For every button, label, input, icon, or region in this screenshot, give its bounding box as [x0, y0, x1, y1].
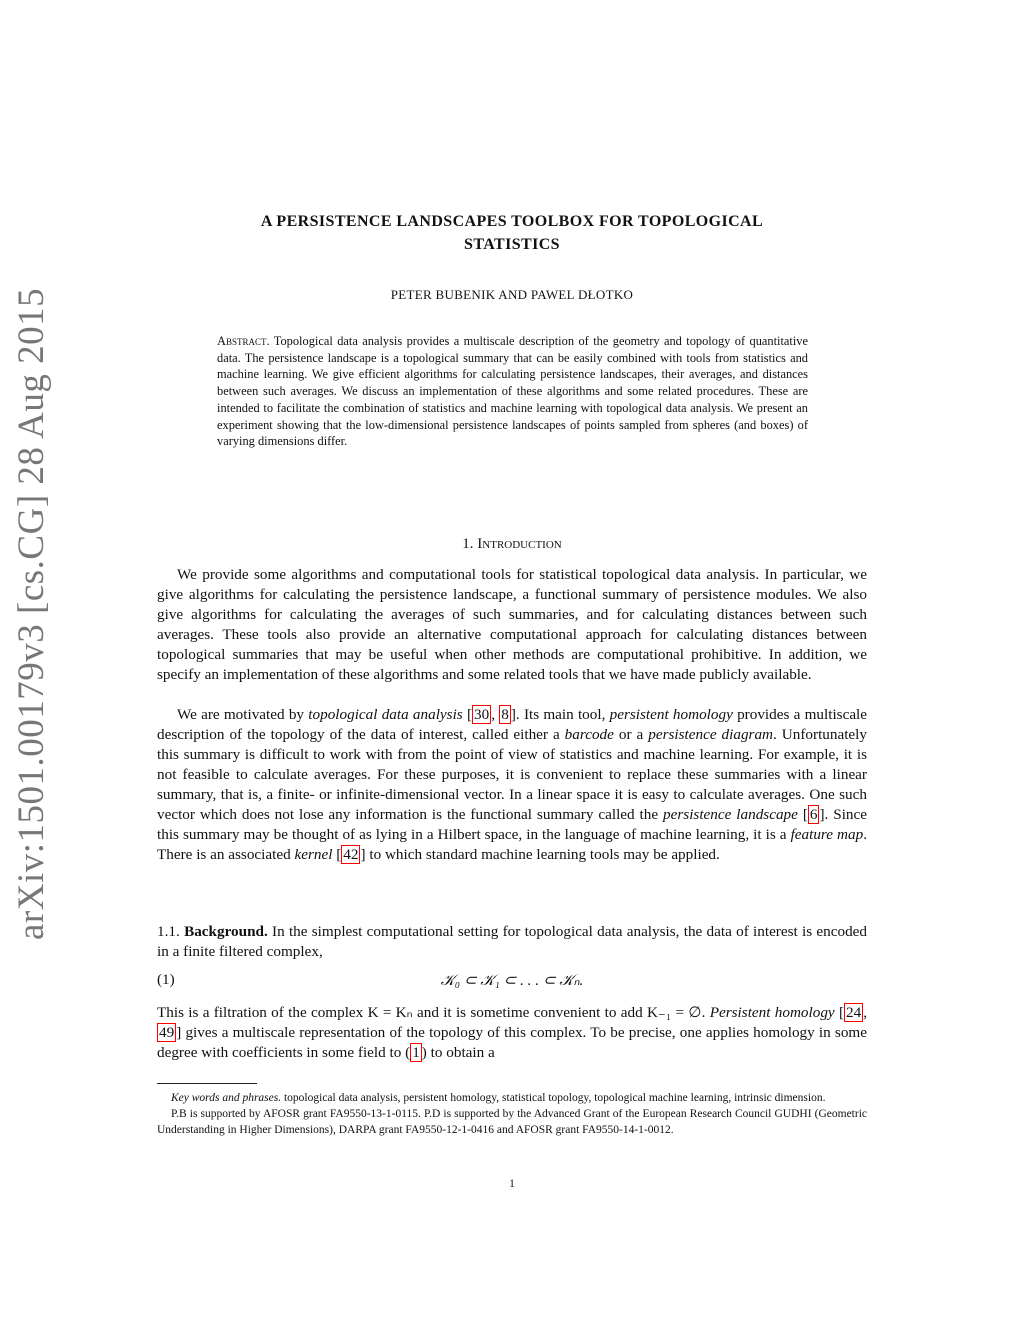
paragraph-text	[157, 922, 867, 962]
page-number: 1	[509, 1178, 515, 1190]
background-paragraph	[157, 922, 867, 962]
footnotes	[157, 1090, 867, 1138]
citation-link[interactable]: 24	[846, 1004, 862, 1021]
emphasis: barcode	[564, 726, 614, 743]
equation-ref-link[interactable]: 1	[412, 1044, 420, 1061]
emphasis: topological data analysis	[308, 706, 463, 723]
emphasis: kernel	[294, 846, 333, 863]
citation-link[interactable]: 8	[501, 706, 509, 723]
authors: PETER BUBENIK AND PAWEL DŁOTKO	[390, 287, 634, 302]
paragraph-text: This is a filtration of the complex K = Kₙ and it is sometime convenient to add K₋₁ = ∅. Persistent homology [ 24 , 49 ] gives a multiscale representation of the topology of this complex. To be precise, one applies homology in some degree with coefficients in some field to ( 1 ) to obtain a	[157, 1004, 867, 1061]
abstract-label: Abstract.	[217, 334, 270, 348]
equation-label: (1)	[157, 971, 175, 988]
text-run: In the simplest computational setting for topological data analysis, the data of interest is encoded in a finite filtered complex,	[157, 923, 867, 960]
text-run: . Its main tool,	[515, 706, 610, 723]
text-run: to obtain a	[426, 1044, 495, 1061]
subsection-number: 1.1.	[157, 923, 180, 940]
subsection-heading: Background.	[184, 923, 268, 940]
emphasis: Persistent homology	[709, 1004, 835, 1021]
citation-link[interactable]: 42	[343, 846, 359, 863]
support-footnote: P.B is supported by AFOSR grant FA9550-13-1-0115. P.D is supported by the Advanced Grant of the European Research Council GUDHI (Geometric Understanding in Higher Dimensions), DARPA grant FA9550-12-1-0416 and AFOSR grant FA9550-14-1-0012.	[157, 1108, 867, 1136]
citation-link[interactable]: 49	[159, 1024, 175, 1041]
text-run: to which standard machine learning tools may be applied.	[365, 846, 720, 863]
text-run: gives a multiscale representation of the topology of this complex. To be precise, one applies homology in some degree with coefficients in some field to	[157, 1024, 867, 1061]
section-title: Introduction	[477, 536, 562, 552]
section-heading	[157, 536, 867, 553]
title-line-2: STATISTICS	[464, 236, 560, 253]
text-run: provides a multiscale description of the topology of the data of interest, called either a	[157, 706, 868, 743]
citation-link[interactable]: 6	[809, 806, 818, 823]
text-run: . There is an associated	[157, 826, 867, 863]
paper-title	[157, 210, 867, 256]
text-run: . Since this summary may be thought of as lying in a Hilbert space, in the language of machine learning, it is a	[157, 806, 867, 843]
equation-1	[157, 971, 867, 993]
intro-paragraph-1	[157, 565, 867, 685]
citation-link[interactable]: 30	[474, 706, 490, 723]
emphasis: persistent homology	[609, 706, 733, 723]
footnote-rule	[157, 1083, 257, 1084]
emphasis: persistence landscape	[663, 806, 798, 823]
keywords-label: Key words and phrases.	[171, 1092, 282, 1104]
text-run: This is a filtration of the complex K = Kₙ and it is sometime convenient to add K₋₁ = ∅.	[157, 1004, 710, 1021]
paragraph-text: We provide some algorithms and computational tools for statistical topological data analysis. In particular, we give algorithms for calculating the persistence landscape, a functional summary of persistence modules. We also give algorithms for calculating the averages of such summaries, and for calculating distances between such averages. These tools also provide an alternative computational approach for calculating distances between topological summaries that may be useful when other methods are computational prohibitive. In addition, we specify an implementation of these algorithms and some related tools that we have made publicly available.	[157, 566, 867, 683]
arxiv-stamp: arXiv:1501.00179v3 [cs.CG] 28 Aug 2015	[11, 287, 52, 940]
equation-body: 𝒦₀ ⊂ 𝒦₁ ⊂ . . . ⊂ 𝒦ₙ.	[440, 972, 584, 989]
section-number: 1.	[462, 536, 474, 552]
paragraph-text: We are motivated by topological data analysis [ 30 , 8 ]. Its main tool, persistent homology provides a multiscale description of the topology of the data of interest, called either a barcode or a persistence diagram. Unfortunately this summary is difficult to work with from the point of view of statistics and machine learning. For example, it is not feasible to calculate averages. For these purposes, it is convenient to replace these summaries with a linear summary, that is, a finite- or infinite-dimensional vector. In a linear space it is easy to calculate averages. One such vector which does not lose any information is the functional summary called the persistence landscape [ 6 ]. Since this summary may be thought of as lying in a Hilbert space, in the language of machine learning, it is a feature map. There is an associated kernel [ 42 ] to which standard machine learning tools may be applied.	[157, 706, 868, 863]
intro-paragraph-2	[157, 705, 867, 865]
title-line-1: A PERSISTENCE LANDSCAPES TOOLBOX FOR TOPOLOGICAL	[260, 213, 764, 230]
text-run: . Unfortunately this summary is difficult to work with from the point of view of statistics and machine learning. For example, it is not feasible to calculate averages. For these purposes, it is convenient to replace these summaries with a linear summary, that is, a finite- or infinite-dimensional vector. In a linear space it is easy to calculate averages. One such vector which does not lose any information is the functional summary called the	[157, 726, 867, 823]
emphasis: persistence diagram	[648, 726, 774, 743]
filtration-paragraph	[157, 1003, 867, 1063]
text-run: or a	[613, 726, 649, 743]
abstract	[217, 333, 808, 450]
abstract-text: Topological data analysis provides a multiscale description of the geometry and topology of quantitative data. The persistence landscape is a topological summary that can be easily combined with tools from statistics and machine learning. We give efficient algorithms for calculating persistence landscapes, their averages, and distances between such averages. We discuss an implementation of these algorithms and some related procedures. These are intended to facilitate the combination of statistics and machine learning with topological data analysis. We present an experiment showing that the low-dimensional persistence landscapes of points sampled from spheres (and boxes) of varying dimensions differ.	[217, 334, 808, 449]
text-run: We are motivated by	[177, 706, 309, 723]
emphasis: feature map	[790, 826, 864, 843]
keywords-text: topological data analysis, persistent homology, statistical topology, topological machine learning, intrinsic dimension.	[281, 1092, 826, 1104]
keywords-footnote	[157, 1090, 867, 1106]
